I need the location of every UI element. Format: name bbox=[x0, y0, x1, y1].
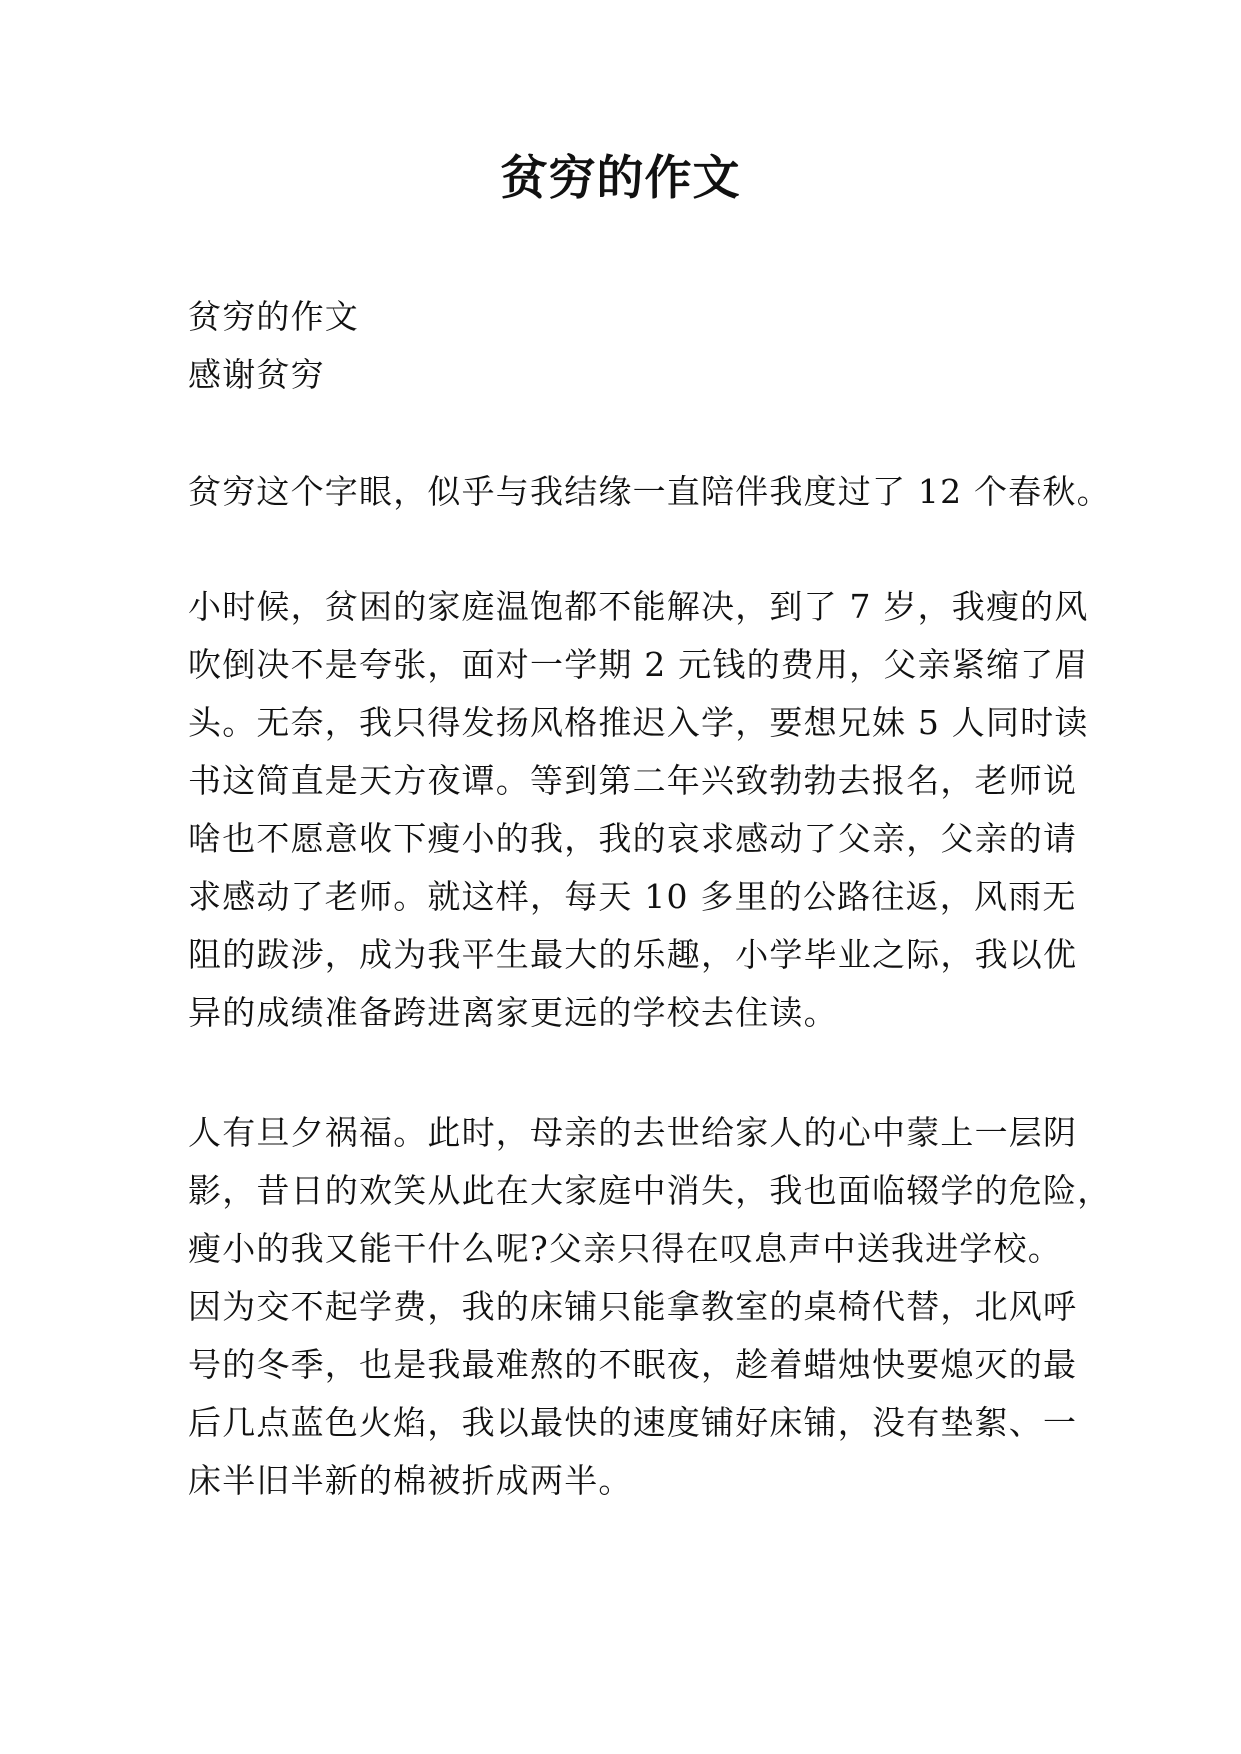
text-line: 小时候，贫困的家庭温饱都不能解决，到了 7 岁，我瘦的风 bbox=[188, 587, 1089, 626]
text-line: 号的冬季，也是我最难熬的不眠夜，趁着蜡烛快要熄灭的最 bbox=[188, 1345, 1078, 1384]
text-line: 异的成绩准备跨进离家更远的学校去住读。 bbox=[188, 993, 838, 1032]
text-line: 后几点蓝色火焰，我以最快的速度铺好床铺，没有垫絮、一 bbox=[188, 1403, 1078, 1442]
text-line: 吹倒决不是夸张，面对一学期 2 元钱的费用，父亲紧缩了眉 bbox=[188, 645, 1089, 684]
paragraph-3 bbox=[188, 1104, 1112, 1510]
paragraph-text bbox=[188, 578, 1089, 1042]
text-line: 啥也不愿意收下瘦小的我，我的哀求感动了父亲，父亲的请 bbox=[188, 819, 1078, 858]
text-line: 书这简直是天方夜谭。等到第二年兴致勃勃去报名，老师说 bbox=[188, 761, 1078, 800]
paragraph-text bbox=[188, 463, 1111, 521]
paragraph-text bbox=[188, 1104, 1112, 1510]
text-line: 阻的跋涉，成为我平生最大的乐趣，小学毕业之际，我以优 bbox=[188, 935, 1078, 974]
text-line: 头。无奈，我只得发扬风格推迟入学，要想兄妹 5 人同时读 bbox=[188, 703, 1089, 742]
paragraph-1 bbox=[188, 463, 1111, 521]
paragraph-2 bbox=[188, 578, 1089, 1042]
text-line: 床半旧半新的棉被折成两半。 bbox=[188, 1461, 633, 1500]
text-line: 贫穷这个字眼，似乎与我结缘一直陪伴我度过了 12 个春秋。 bbox=[188, 472, 1111, 511]
document-title: 贫穷的作文 bbox=[500, 151, 741, 206]
text-line: 人有旦夕祸福。此时，母亲的去世给家人的心中蒙上一层阴 bbox=[188, 1113, 1078, 1152]
text-line: 影，昔日的欢笑从此在大家庭中消失，我也面临辍学的危险， bbox=[188, 1171, 1112, 1210]
text-line: 求感动了老师。就这样，每天 10 多里的公路往返，风雨无 bbox=[188, 877, 1077, 916]
text-line: 因为交不起学费，我的床铺只能拿教室的桌椅代替，北风呼 bbox=[188, 1287, 1078, 1326]
header-line: 感谢贫穷 bbox=[188, 355, 325, 394]
text-line: 瘦小的我又能干什么呢?父亲只得在叹息声中送我进学校。 bbox=[188, 1229, 1062, 1268]
header-lines bbox=[188, 288, 1078, 404]
header-line: 贫穷的作文 bbox=[188, 297, 359, 336]
